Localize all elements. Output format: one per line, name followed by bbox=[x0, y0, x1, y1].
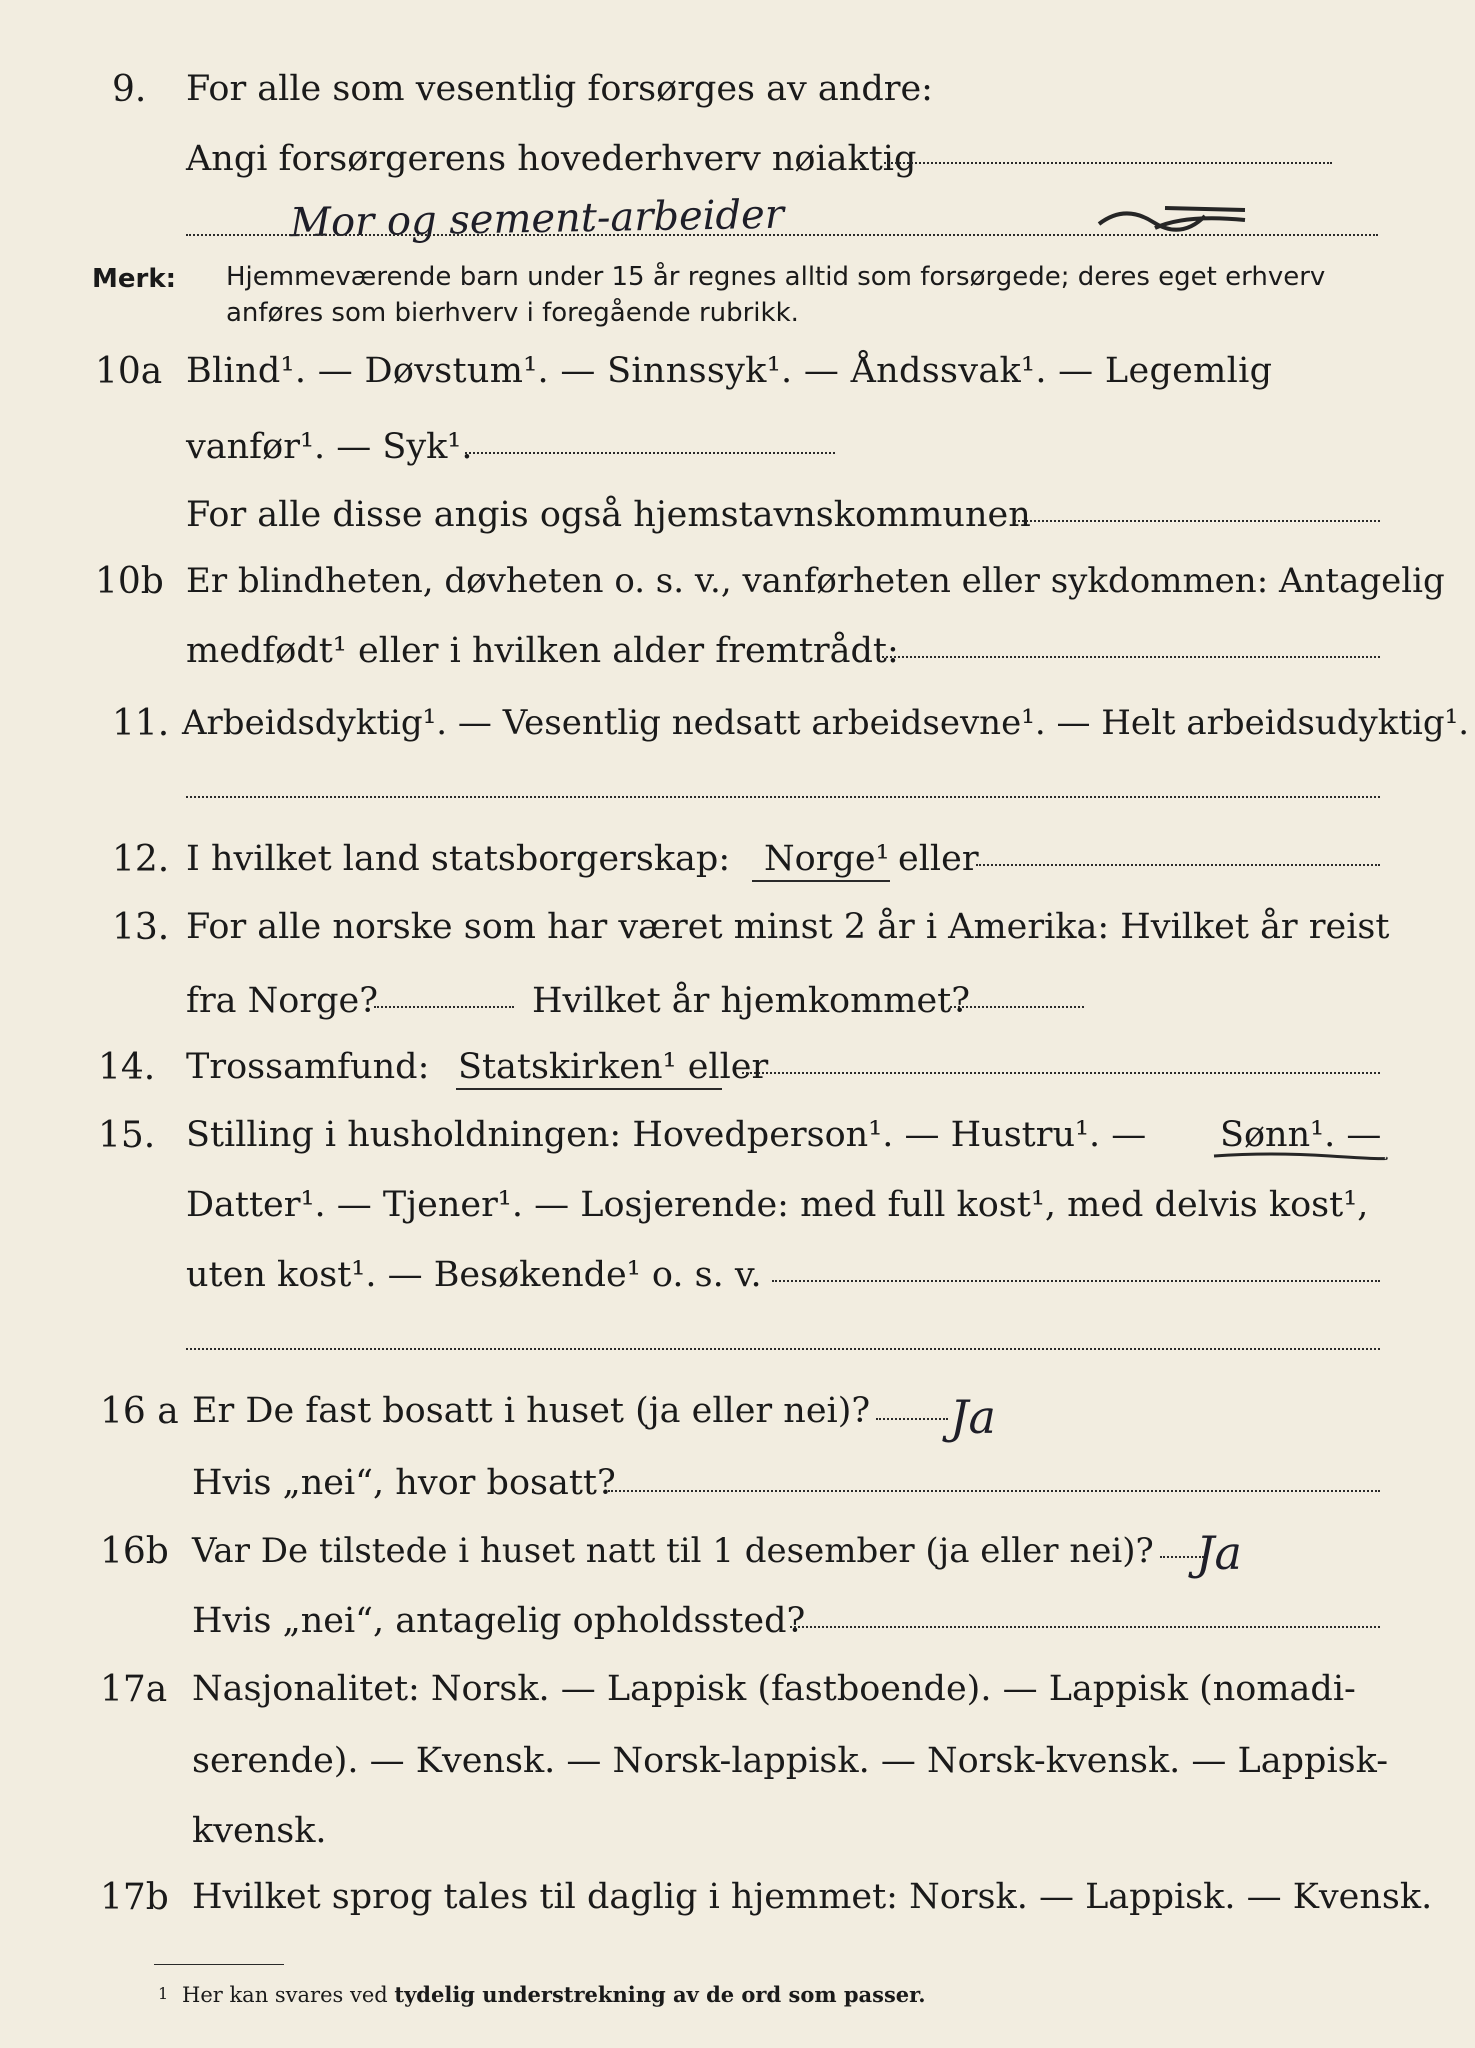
q13-number: 13. bbox=[112, 907, 170, 948]
q15-fill-line-2 bbox=[186, 1348, 1380, 1350]
q16b-line2: Hvis „nei“, antagelig opholdssted? bbox=[192, 1601, 806, 1641]
q10a-line3: For alle disse angis også hjemstavnskommunen bbox=[186, 495, 1031, 535]
q11-number: 11. bbox=[112, 703, 170, 744]
q14-option-statskirken: Statskirken¹ eller bbox=[458, 1047, 769, 1087]
q16b-line1: Var De tilstede i huset natt til 1 desember (ja eller nei)? bbox=[192, 1531, 1154, 1571]
q12-norge-underline bbox=[752, 880, 890, 882]
q10b-fill-line bbox=[882, 656, 1380, 658]
footnote-rule bbox=[154, 1964, 284, 1965]
q9-line1: For alle som vesentlig forsørges av andre: bbox=[186, 69, 933, 109]
q12-fill-line bbox=[976, 864, 1380, 866]
q13-line2a: fra Norge? bbox=[186, 981, 378, 1021]
q9-line2: Angi forsørgerens hovederhverv nøiaktig bbox=[186, 139, 917, 179]
q10a-line2: vanfør¹. — Syk¹. bbox=[186, 427, 473, 467]
q15-sonn-underline bbox=[1210, 1146, 1390, 1166]
q14-prefix: Trossamfund: bbox=[186, 1047, 430, 1087]
q10a-number: 10a bbox=[95, 351, 163, 392]
footnote-mark: 1 bbox=[158, 1984, 169, 2003]
q17a-line1: Nasjonalitet: Norsk. — Lappisk (fastboende). — Lappisk (nomadi- bbox=[192, 1669, 1356, 1709]
q17a-line2: serende). — Kvensk. — Norsk-lappisk. — Norsk-kvensk. — Lappisk- bbox=[192, 1741, 1389, 1781]
q9-number: 9. bbox=[112, 69, 147, 110]
q13-line1: For alle norske som har været minst 2 år i Amerika: Hvilket år reist bbox=[186, 907, 1390, 947]
q10b-number: 10b bbox=[95, 561, 164, 602]
q16a-fill-line-1 bbox=[876, 1418, 948, 1420]
q15-number: 15. bbox=[98, 1115, 156, 1156]
q10b-line1: Er blindheten, døvheten o. s. v., vanførheten eller sykdommen: Antagelig bbox=[186, 561, 1445, 601]
q11-line1: Arbeidsdyktig¹. — Vesentlig nedsatt arbeidsevne¹. — Helt arbeidsudyktig¹. bbox=[182, 703, 1470, 743]
q15-line2: Datter¹. — Tjener¹. — Losjerende: med full kost¹, med delvis kost¹, bbox=[186, 1185, 1369, 1225]
merk-line2: anføres som bierhverv i foregående rubrikk. bbox=[226, 298, 799, 328]
q10a-fill-line-2 bbox=[1014, 520, 1380, 522]
q16a-number: 16 a bbox=[100, 1391, 179, 1432]
q16b-number: 16b bbox=[100, 1531, 169, 1572]
q14-statskirken-underline bbox=[456, 1088, 722, 1090]
q10a-line1: Blind¹. — Døvstum¹. — Sinnssyk¹. — Åndssvak¹. — Legemlig bbox=[186, 351, 1273, 391]
merk-label: Merk: bbox=[92, 264, 177, 294]
q12-number: 12. bbox=[112, 839, 170, 880]
q17b-number: 17b bbox=[100, 1877, 169, 1918]
q16a-line2: Hvis „nei“, hvor bosatt? bbox=[192, 1463, 616, 1503]
q16b-fill-line-2 bbox=[790, 1626, 1380, 1628]
q17a-line3: kvensk. bbox=[192, 1811, 327, 1851]
q14-number: 14. bbox=[98, 1047, 156, 1088]
q11-fill-line bbox=[186, 796, 1380, 798]
footnote-text bbox=[182, 1984, 926, 2006]
q13-fill-line-2 bbox=[950, 1006, 1084, 1008]
q16a-line1: Er De fast bosatt i huset (ja eller nei)? bbox=[192, 1391, 871, 1431]
merk-line1: Hjemmeværende barn under 15 år regnes alltid som forsørgede; deres eget erhverv bbox=[226, 262, 1326, 292]
q9-handwritten-answer: Mor og sement-arbeider bbox=[289, 191, 785, 247]
footnote-text-bold: tydelig understrekning av de ord som passer. bbox=[394, 1982, 926, 2007]
q14-fill-line bbox=[742, 1072, 1380, 1074]
q17a-number: 17a bbox=[100, 1669, 168, 1710]
q16a-handwritten-answer: Ja bbox=[950, 1390, 996, 1444]
q16a-fill-line-2 bbox=[608, 1490, 1380, 1492]
q9-fill-line-1 bbox=[884, 162, 1332, 164]
q16b-handwritten-answer: Ja bbox=[1196, 1526, 1242, 1580]
q12-suffix: eller bbox=[898, 839, 979, 879]
footnote-text-plain: Her kan svares ved bbox=[182, 1983, 388, 2007]
q9-scribble-mark bbox=[1095, 198, 1255, 238]
q17b-line1: Hvilket sprog tales til daglig i hjemmet: Norsk. — Lappisk. — Kvensk. bbox=[192, 1877, 1433, 1917]
q12-option-norge: Norge¹ bbox=[764, 839, 890, 879]
q15-option-sonn: Sønn¹. — bbox=[1220, 1115, 1382, 1155]
q13-fill-line-1 bbox=[374, 1006, 514, 1008]
q12-prefix: I hvilket land statsborgerskap: bbox=[186, 839, 731, 879]
q13-line2b: Hvilket år hjemkommet? bbox=[532, 981, 971, 1021]
q15-line1a: Stilling i husholdningen: Hovedperson¹. — Hustru¹. — bbox=[186, 1115, 1147, 1155]
q15-fill-line-1 bbox=[772, 1280, 1380, 1282]
q15-line3: uten kost¹. — Besøkende¹ o. s. v. bbox=[186, 1255, 762, 1295]
q10b-line2: medfødt¹ eller i hvilken alder fremtrådt: bbox=[186, 631, 899, 671]
q10a-fill-line-1 bbox=[465, 452, 835, 454]
